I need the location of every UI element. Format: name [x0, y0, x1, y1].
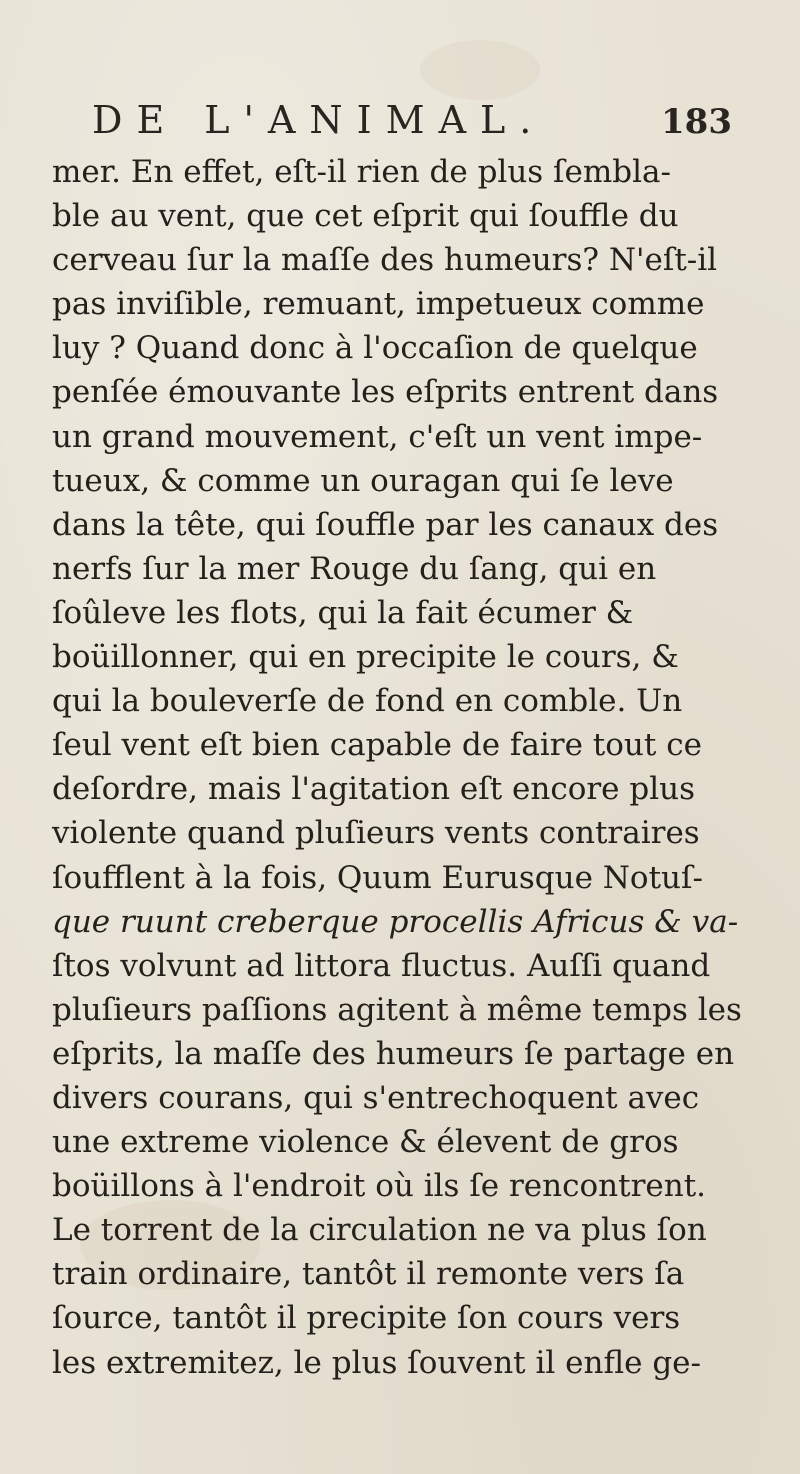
text-line: un grand mouvement, c'eſt un vent impe- [52, 418, 703, 455]
text-line: boüillons à l'endroit où ils ſe rencontrent. [52, 1168, 707, 1205]
text-line: ble au vent, que cet eſprit qui ſouffle du [52, 198, 679, 235]
text-line: ſoûleve les flots, qui la fait écumer & [52, 594, 634, 631]
text-line: pas inviſible, remuant, impetueux comme [52, 286, 705, 323]
body-text [52, 150, 742, 1385]
page-header [92, 98, 732, 148]
text-line: tueux, & comme un ouragan qui ſe leve [52, 462, 674, 499]
text-line: ſource, tantôt il precipite ſon cours vers [52, 1300, 681, 1337]
text-line: ſtos volvunt ad littora fluctus. Auſſi quand [52, 947, 711, 984]
text-line: que ruunt creberque procellis Africus & va- [52, 903, 739, 940]
text-line: divers courans, qui s'entrechoquent avec [52, 1079, 700, 1116]
text-line: violente quand pluſieurs vents contraires [52, 815, 700, 852]
page-number: 183 [661, 102, 732, 142]
text-line: une extreme violence & élevent de gros [52, 1124, 679, 1161]
text-line: qui la bouleverſe de fond en comble. Un [52, 683, 683, 720]
text-line: train ordinaire, tantôt il remonte vers ſa [52, 1256, 685, 1293]
text-line: ſoufflent à la fois, Quum Eurusque Notuſ- [52, 859, 703, 896]
text-line: cerveau ſur la maſſe des humeurs? N'eſt-il [52, 242, 718, 279]
text-line: pluſieurs paſſions agitent à même temps les [52, 991, 742, 1028]
text-line: mer. En effet, eſt-il rien de plus ſembla- [52, 154, 671, 190]
text-line: eſprits, la maſſe des humeurs ſe partage en [52, 1035, 735, 1072]
running-title: DE L'ANIMAL. [92, 98, 546, 142]
text-line: luy ? Quand donc à l'occaſion de quelque [52, 330, 698, 367]
text-line: dans la tête, qui ſouffle par les canaux des [52, 506, 719, 543]
text-line: Le torrent de la circulation ne va plus ſon [52, 1212, 707, 1249]
text-line: boüillonner, qui en precipite le cours, & [52, 639, 679, 676]
text-line: ſeul vent eſt bien capable de faire tout ce [52, 727, 702, 764]
text-line: nerfs ſur la mer Rouge du ſang, qui en [52, 550, 657, 587]
text-line: penſée émouvante les eſprits entrent dans [52, 374, 719, 411]
text-line: deſordre, mais l'agitation eſt encore plus [52, 771, 696, 808]
paper-stain [420, 40, 540, 100]
text-line: les extremitez, le plus ſouvent il enfle ge- [52, 1344, 702, 1381]
